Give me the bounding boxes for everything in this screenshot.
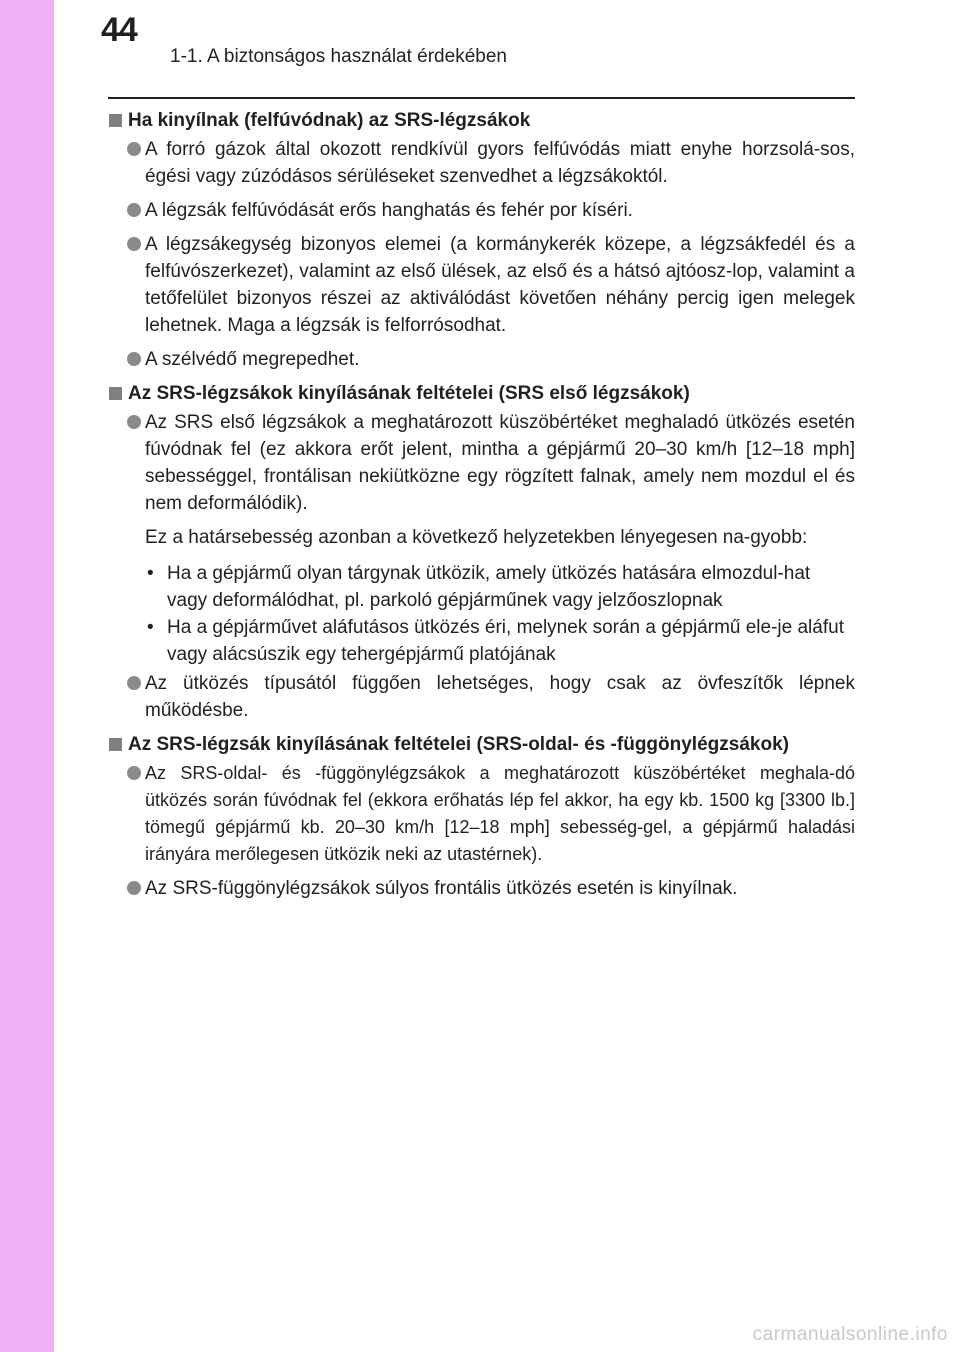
circle-bullet-icon <box>127 352 141 366</box>
square-bullet-icon <box>109 387 122 400</box>
sub-list-item: • Ha a gépjármű olyan tárgynak ütközik, amely ütközés hatására elmozdul-hat vagy deformálódhat, pl. parkoló gépjárműnek vagy jelzőoszlopnak <box>108 560 855 614</box>
bullet-mark: • <box>147 617 154 638</box>
header-rule <box>108 97 855 99</box>
list-item: Az SRS-függönylégzsákok súlyos frontális ütközés esetén is kinyílnak. <box>108 875 855 902</box>
note-paragraph: Ez a határsebesség azonban a következő helyzetekben lényegesen na-gyobb: <box>145 527 808 548</box>
circle-bullet-icon <box>127 881 141 895</box>
circle-bullet-icon <box>127 237 141 251</box>
bullet-mark: • <box>147 563 154 584</box>
circle-bullet-icon <box>127 676 141 690</box>
list-item: A szélvédő megrepedhet. <box>108 346 855 373</box>
list-item: Az SRS első légzsákok a meghatározott küszöbértéket meghaladó ütközés esetén fúvódnak fel (ez akkora erőt jelent, mintha a gépjármű 20–30 km/h [12–18 mph] sebességgel, frontálisan nekiütközne egy rögzített falnak, amely nem mozdul el és nem deformálódik). <box>108 409 855 517</box>
sub-list-item: • Ha a gépjárművet aláfutásos ütközés éri, melynek során a gépjármű ele-je aláfut vagy alácsúszik egy tehergépjármű platójának <box>108 614 855 668</box>
chapter-title: 1-1. A biztonságos használat érdekében <box>170 46 507 67</box>
list-item: Az SRS-oldal- és -függönylégzsákok a meghatározott küszöbértéket meghala-dó ütközés során fúvódnak fel (ekkora erőhatás lép fel akkor, ha egy kb. 1500 kg [3300 lb.] tömegű gépjármű kb. 20–30 km/h [12–18 mph] sebesség-gel, a gépjármű haladási irányára merőlegesen ütközik neki az utastérnek). <box>108 760 855 868</box>
square-bullet-icon <box>109 114 122 127</box>
page-content <box>108 107 855 909</box>
circle-bullet-icon <box>127 415 141 429</box>
chapter-side-tab <box>0 0 54 1352</box>
circle-bullet-icon <box>127 766 141 780</box>
circle-bullet-icon <box>127 142 141 156</box>
list-item: A légzsák felfúvódását erős hanghatás és fehér por kíséri. <box>108 197 855 224</box>
list-item: Az ütközés típusától függően lehetséges, hogy csak az övfeszítők lépnek működésbe. <box>108 670 855 724</box>
page-number: 44 <box>101 11 137 49</box>
section-heading: Az SRS-légzsákok kinyílásának feltételei (SRS első légzsákok) <box>108 380 855 407</box>
square-bullet-icon <box>109 738 122 751</box>
list-item: A légzsákegység bizonyos elemei (a kormánykerék közepe, a légzsákfedél és a felfúvószerkezet), valamint az első ülések, az első és a hátsó ajtóosz-lop, valamint a tetőfelület bizonyos részei az aktiválódást követően néhány percig igen melegek lehetnek. Maga a légzsák is felforrósodhat. <box>108 231 855 339</box>
watermark-text: carmanualsonline.info <box>752 1324 948 1345</box>
list-item: A forró gázok által okozott rendkívül gyors felfúvódás miatt enyhe horzsolá-sos, égési vagy zúzódásos sérüléseket szenvedhet a légzsákoktól. <box>108 136 855 190</box>
section-heading: Ha kinyílnak (felfúvódnak) az SRS-légzsákok <box>108 107 855 134</box>
circle-bullet-icon <box>127 203 141 217</box>
section-heading: Az SRS-légzsák kinyílásának feltételei (SRS-oldal- és -függönylégzsákok) <box>108 731 855 758</box>
